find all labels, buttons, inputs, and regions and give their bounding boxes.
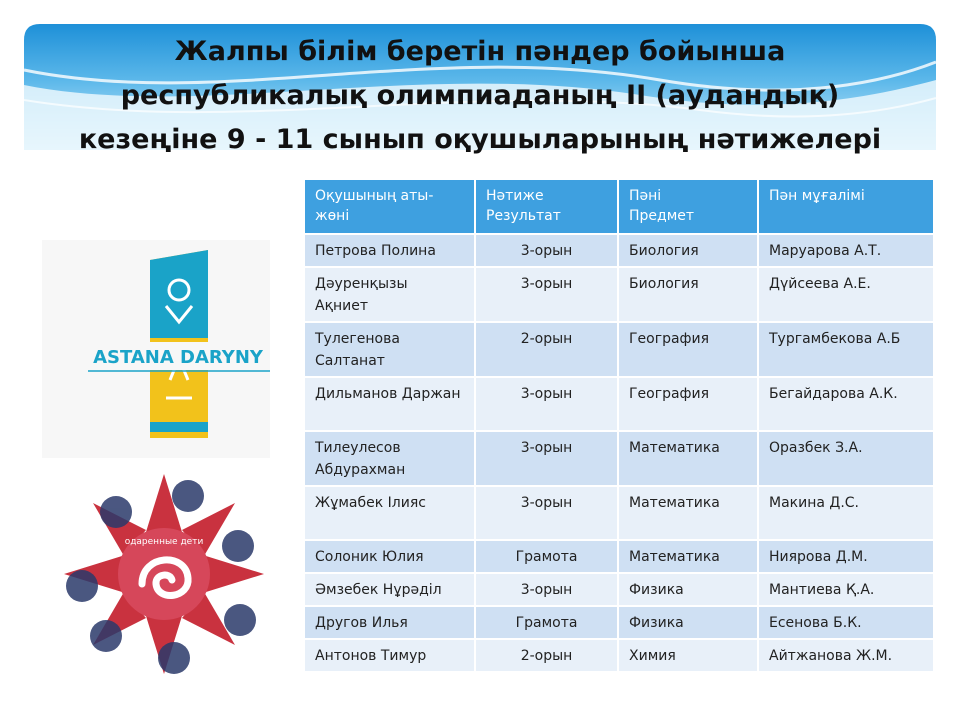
cell-teacher: Маруарова А.Т. xyxy=(758,234,933,267)
cell-subject: Физика xyxy=(618,573,758,606)
cell-result: Грамота xyxy=(475,606,618,639)
table-row xyxy=(305,377,933,431)
cell-result: 3-орын xyxy=(475,234,618,267)
cell-teacher: Оразбек З.А. xyxy=(758,431,933,486)
header-student-name: Оқушының аты- жөні xyxy=(305,180,475,234)
cell-subject: Химия xyxy=(618,639,758,671)
cell-teacher: Мантиева Қ.А. xyxy=(758,573,933,606)
cell-result: 3-орын xyxy=(475,486,618,540)
cell-name: Петрова Полина xyxy=(305,234,475,267)
cell-name: Тилеулесов Абдурахман xyxy=(305,431,475,486)
cell-name: Әмзебек Нұрәділ xyxy=(305,573,475,606)
cell-subject: Математика xyxy=(618,540,758,573)
header-subject: Пәні Предмет xyxy=(618,180,758,234)
title-line-2: республикалық олимпиаданың II (аудандық) xyxy=(120,80,840,111)
table-row xyxy=(305,606,933,639)
cell-subject: Физика xyxy=(618,606,758,639)
cell-subject: География xyxy=(618,377,758,431)
cell-name: Другов Илья xyxy=(305,606,475,639)
table-row xyxy=(305,486,933,540)
cell-teacher: Макина Д.С. xyxy=(758,486,933,540)
cell-result: 3-орын xyxy=(475,377,618,431)
cell-subject: Математика xyxy=(618,431,758,486)
header-result: Нәтиже Результат xyxy=(475,180,618,234)
slide-title xyxy=(40,30,920,162)
cell-name: Тулегенова Салтанат xyxy=(305,322,475,377)
cell-result: 3-орын xyxy=(475,431,618,486)
table-row xyxy=(305,540,933,573)
astana-daryny-text: ASTANA DARYNY xyxy=(93,347,263,368)
cell-subject: Биология xyxy=(618,234,758,267)
table-row xyxy=(305,573,933,606)
table-row xyxy=(305,639,933,671)
cell-teacher: Тургамбекова А.Б xyxy=(758,322,933,377)
cell-result: 3-орын xyxy=(475,573,618,606)
cell-name: Солоник Юлия xyxy=(305,540,475,573)
cell-result: 3-орын xyxy=(475,267,618,322)
cell-result: Грамота xyxy=(475,540,618,573)
table-row xyxy=(305,234,933,267)
cell-subject: Биология xyxy=(618,267,758,322)
cell-teacher: Бегайдарова А.К. xyxy=(758,377,933,431)
title-line-3: кезеңіне 9 - 11 сынып оқушыларының нәтижелері xyxy=(78,124,882,155)
gifted-children-logo xyxy=(46,462,276,682)
cell-result: 2-орын xyxy=(475,639,618,671)
table-row xyxy=(305,431,933,486)
cell-teacher: Дүйсеева А.Е. xyxy=(758,267,933,322)
cell-name: Дәуренқызы Ақниет xyxy=(305,267,475,322)
cell-name: Дильманов Даржан xyxy=(305,377,475,431)
cell-subject: География xyxy=(618,322,758,377)
table-row xyxy=(305,267,933,322)
astana-daryny-logo xyxy=(42,240,270,458)
cell-teacher: Айтжанова Ж.М. xyxy=(758,639,933,671)
title-line-1: Жалпы білім беретін пәндер бойынша xyxy=(174,36,786,67)
table-row xyxy=(305,322,933,377)
cell-result: 2-орын xyxy=(475,322,618,377)
cell-subject: Математика xyxy=(618,486,758,540)
results-table xyxy=(305,180,933,671)
table-header-row xyxy=(305,180,933,234)
header-teacher: Пән мұғалімі xyxy=(758,180,933,234)
cell-name: Антонов Тимур xyxy=(305,639,475,671)
cell-teacher: Есенова Б.К. xyxy=(758,606,933,639)
cell-name: Жұмабек Ілияс xyxy=(305,486,475,540)
cell-teacher: Ниярова Д.М. xyxy=(758,540,933,573)
gifted-children-text: одаренные дети xyxy=(124,537,204,547)
